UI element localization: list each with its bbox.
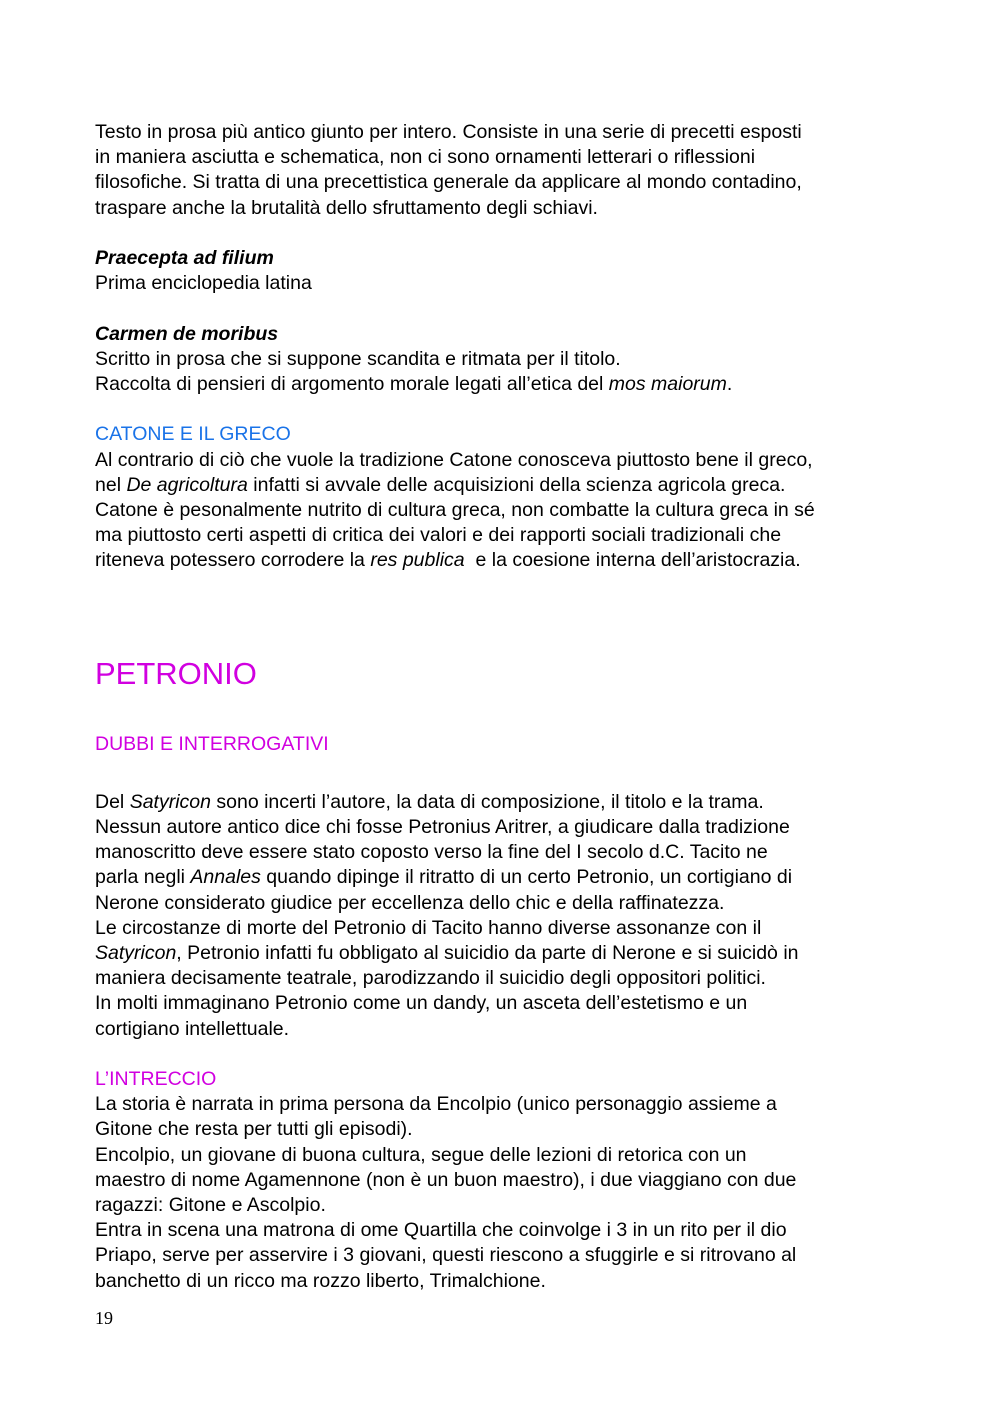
text-span: sono incerti l’autore, la data di composizione, il titolo e la trama. <box>210 790 764 813</box>
section-heading-dubbi: DUBBI E INTERROGATIVI <box>95 732 329 755</box>
intro-paragraph <box>95 120 915 221</box>
spacer <box>95 296 915 321</box>
text-line: Scritto in prosa che si suppone scandita e ritmata per il titolo. <box>95 347 621 370</box>
text-span: Del <box>95 790 130 813</box>
text-line: Nessun autore antico dice chi fosse Petronius Aritrer, a giudicare dalla tradizione <box>95 816 790 839</box>
text-line <box>95 372 915 397</box>
text-line: Al contrario di ciò che vuole la tradizione Catone conosceva piuttosto bene il greco, <box>95 448 813 471</box>
text-span: parla negli <box>95 866 191 889</box>
text-line: banchetto di un ricco ma rozzo liberto, Trimalchione. <box>95 1269 546 1292</box>
italic-term: res publica <box>370 549 465 572</box>
text-span: Raccolta di pensieri di argomento morale legati all’etica del <box>95 373 609 395</box>
text-line: Testo in prosa più antico giunto per intero. Consiste in una serie di precetti esposti <box>95 121 802 143</box>
section-heading-intreccio: L’INTRECCIO <box>95 1068 217 1091</box>
italic-term: Satyricon <box>95 942 177 965</box>
text-line: maniera decisamente teatrale, parodizzando il suicidio degli oppositori politici. <box>95 967 766 990</box>
praecepta-title: Praecepta ad filium <box>95 247 274 269</box>
text-line: ma piuttosto certi aspetti di critica dei valori e dei rapporti sociali tradizionali che <box>95 524 782 547</box>
text-line <box>95 865 915 890</box>
text-line: Nerone considerato giudice per eccellenza dello chic e della raffinatezza. <box>95 891 725 914</box>
text-line: maestro di nome Agamennone (non è un buon maestro), i due viaggiano con due <box>95 1168 797 1191</box>
text-line: cortigiano intellettuale. <box>95 1017 290 1040</box>
text-line <box>95 941 915 966</box>
italic-term: Annales <box>190 866 261 889</box>
text-line: Gitone che resta per tutti gli episodi). <box>95 1118 413 1141</box>
text-span: nel <box>95 473 127 496</box>
page-content <box>95 120 915 1294</box>
italic-term: De agricoltura <box>126 473 248 496</box>
page-number: 19 <box>95 1308 113 1328</box>
text-span: quando dipinge il ritratto di un certo Petronio, un cortigiano di <box>260 866 793 889</box>
text-line: ragazzi: Gitone e Ascolpio. <box>95 1194 326 1217</box>
text-span: . <box>726 373 733 395</box>
spacer <box>95 1042 915 1067</box>
spacer <box>95 397 915 422</box>
text-span: , Petronio infatti fu obbligato al suicidio da parte di Nerone e si suicidò in <box>176 942 799 965</box>
text-line: In molti immaginano Petronio come un dandy, un asceta dell’estetismo e un <box>95 992 748 1015</box>
section-heading-catone: CATONE E IL GRECO <box>95 423 291 446</box>
text-line: manoscritto deve essere stato coposto verso la fine del I secolo d.C. Tacito ne <box>95 841 768 864</box>
text-line: La storia è narrata in prima persona da Encolpio (unico personaggio assieme a <box>95 1093 777 1116</box>
text-line: Entra in scena una matrona di ome Quartilla che coinvolge i 3 in un rito per il dio <box>95 1219 787 1242</box>
praecepta-text: Prima enciclopedia latina <box>95 272 312 295</box>
text-line: filosofiche. Si tratta di una precettistica generale da applicare al mondo contadino, <box>95 171 802 194</box>
italic-term: mos maiorum <box>608 373 727 395</box>
text-line: Le circostanze di morte del Petronio di Tacito hanno diverse assonanze con il <box>95 916 762 939</box>
spacer <box>95 221 915 246</box>
text-span: infatti si avvale delle acquisizioni della scienza agricola greca. <box>247 473 786 496</box>
italic-term: Satyricon <box>129 790 211 813</box>
text-line: Priapo, serve per asservire i 3 giovani, questi riescono a sfuggirle e si ritrovano al <box>95 1244 797 1267</box>
text-span: riteneva potessero corrodere la <box>95 549 371 572</box>
spacer <box>95 757 915 790</box>
chapter-title: PETRONIO <box>95 655 257 691</box>
carmen-title: Carmen de moribus <box>95 322 279 345</box>
text-line: Catone è pesonalmente nutrito di cultura greca, non combatte la cultura greca in sé <box>95 499 815 521</box>
text-span: e la coesione interna dell’aristocrazia. <box>464 549 801 572</box>
text-line: traspare anche la brutalità dello sfruttamento degli schiavi. <box>95 196 598 219</box>
text-line <box>95 548 915 573</box>
text-line: Encolpio, un giovane di buona cultura, segue delle lezioni di retorica con un <box>95 1143 747 1166</box>
text-line: in maniera asciutta e schematica, non ci sono ornamenti letterari o riflessioni <box>95 146 756 169</box>
text-line <box>95 790 915 815</box>
text-line <box>95 473 915 498</box>
